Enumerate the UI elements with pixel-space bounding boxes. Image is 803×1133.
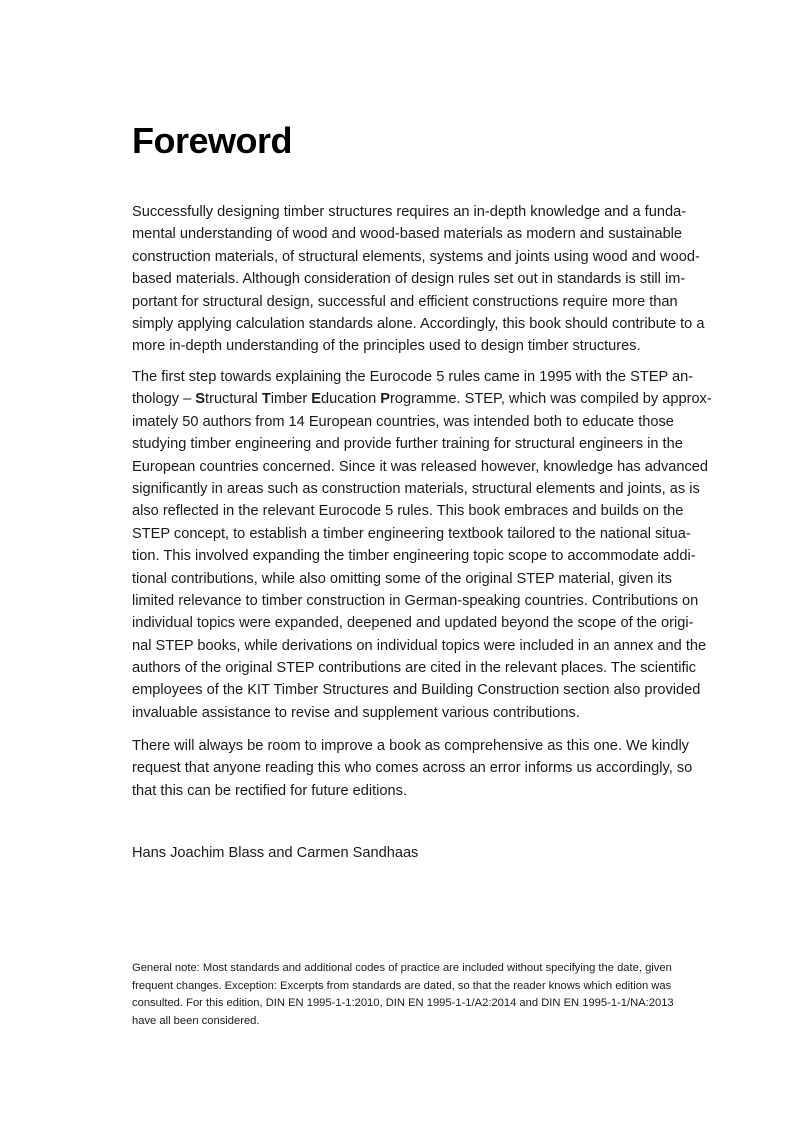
acronym-initial: E <box>311 391 322 408</box>
text-fragment: ducation <box>321 391 381 408</box>
note-line: consulted. For this edition, DIN EN 1995-1-1:2010, DIN EN 1995-1-1/A2:2014 and DIN EN 1995-1-1/NA:2013 <box>132 997 674 1010</box>
text-line: Successfully designing timber structures requires an in-depth knowledge and a funda- <box>132 204 687 220</box>
text-line: studying timber engineering and provide further training for structural engineers in the <box>132 436 683 453</box>
acronym-initial: T <box>261 391 271 408</box>
author-signature: Hans Joachim Blass and Carmen Sandhaas <box>132 845 419 861</box>
text-line: based materials. Although consideration of design rules set out in standards is still im- <box>132 271 686 288</box>
page-title: Foreword <box>132 120 293 161</box>
text-fragment: tructural <box>205 391 262 408</box>
text-line: nal STEP books, while derivations on individual topics were included in an annex and the <box>132 637 707 654</box>
text-fragment: . STEP, which was compiled by approx- <box>456 391 712 408</box>
text-line: limited relevance to timber construction in German-speaking countries. Contributions on <box>132 592 699 609</box>
text-line: that this can be rectified for future editions. <box>132 782 408 799</box>
text-line: significantly in areas such as construction materials, structural elements and joints, as is <box>132 480 700 497</box>
text-line: European countries concerned. Since it was released however, knowledge has advanced <box>132 458 709 475</box>
text-line: individual topics were expanded, deepened and updated beyond the scope of the origi- <box>132 615 694 632</box>
text-fragment: imber <box>270 391 312 408</box>
acronym-initial: P <box>380 391 390 408</box>
text-line: imately 50 authors from 14 European countries, was intended both to educate those <box>132 413 674 430</box>
text-fragment: rogramme <box>389 391 457 408</box>
paragraph-1 <box>132 201 732 358</box>
note-line: frequent changes. Exception: Excerpts from standards are dated, so that the reader knows which edition was <box>132 979 672 992</box>
text-line: construction materials, of structural elements, systems and joints using wood and wood- <box>132 248 700 265</box>
text-line: invaluable assistance to revise and supplement various contributions. <box>132 704 580 721</box>
text-line: mental understanding of wood and wood-based materials as modern and sustainable <box>132 226 683 243</box>
step-acronym-line <box>132 388 732 410</box>
paragraph-3 <box>132 735 732 802</box>
text-line: simply applying calculation standards alone. Accordingly, this book should contribute to a <box>132 315 705 332</box>
text-line: STEP concept, to establish a timber engineering textbook tailored to the national situa- <box>132 525 691 542</box>
general-note <box>132 960 732 1030</box>
text-line: request that anyone reading this who comes across an error informs us accordingly, so <box>132 760 693 777</box>
text-line: authors of the original STEP contributions are cited in the relevant places. The scientific <box>132 660 697 677</box>
note-line: have all been considered. <box>132 1014 260 1027</box>
acronym-initial: S <box>195 391 206 408</box>
text-line: employees of the KIT Timber Structures and Building Construction section also provided <box>132 682 701 699</box>
text-line: tional contributions, while also omitting some of the original STEP material, given its <box>132 570 672 587</box>
text-line: more in-depth understanding of the principles used to design timber structures. <box>132 338 641 355</box>
note-line: General note: Most standards and additional codes of practice are included without specifying the date, given <box>132 962 672 974</box>
text-fragment: thology – <box>132 391 196 408</box>
paragraph-2 <box>132 366 732 724</box>
text-line: The first step towards explaining the Eurocode 5 rules came in 1995 with the STEP an- <box>132 369 694 385</box>
text-line: tion. This involved expanding the timber engineering topic scope to accommodate addi- <box>132 548 696 565</box>
text-line: portant for structural design, successful and efficient constructions require more than <box>132 293 678 310</box>
text-line: There will always be room to improve a book as comprehensive as this one. We kindly <box>132 738 689 754</box>
text-line: also reflected in the relevant Eurocode 5 rules. This book embraces and builds on the <box>132 503 684 520</box>
